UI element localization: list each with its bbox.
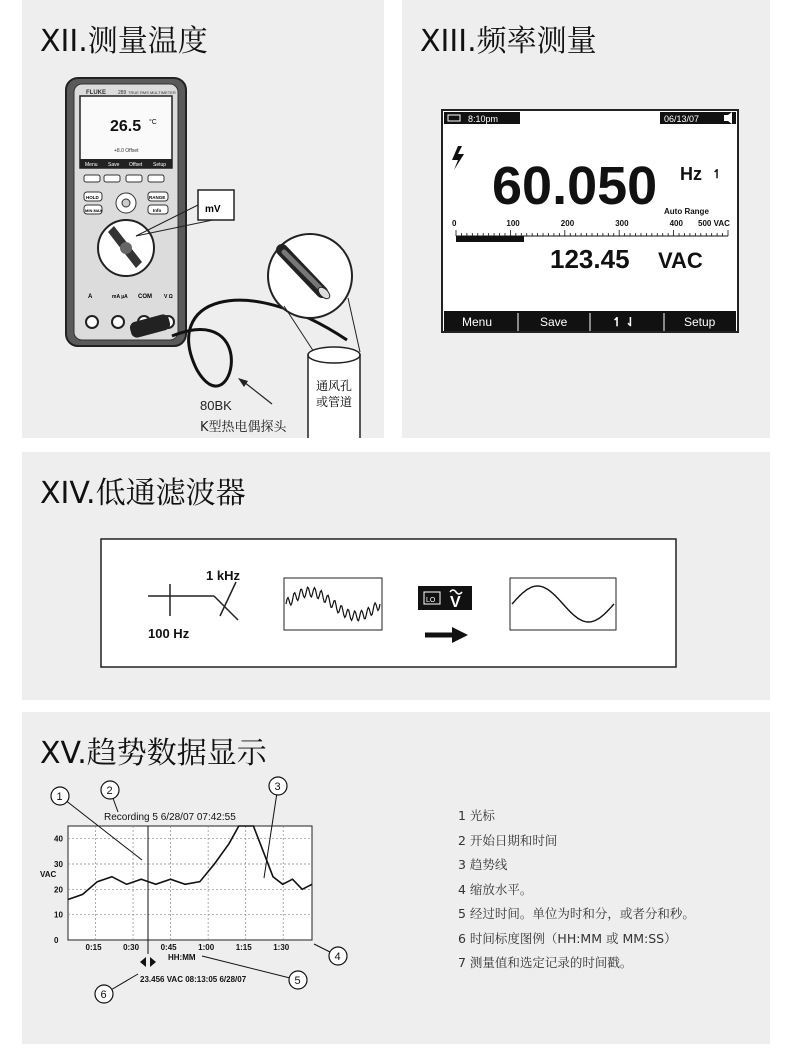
y-tick-label: 10 [54,910,63,920]
meter-softkey-4: Setup [153,162,167,168]
frequency-screen [402,0,770,438]
legend-item: 4 缩放水平。 [458,881,533,897]
mv-callout-label: mV [205,204,221,215]
terminal-v-label: V Ω [164,294,173,300]
trend-title: XV.趋势数据显示 [40,736,267,771]
legend-item: 1 光标 [458,808,495,823]
scale-label: 100 [506,219,520,228]
trigger-slope-icon: ↿ [712,167,723,181]
cursor-right-icon[interactable] [150,957,156,967]
terminal-a-label: A [88,294,93,300]
status-date: 06/13/07 [664,114,700,124]
y-tick-label: 0 [54,936,59,945]
sub-value: 123.45 [550,244,630,274]
meter-softkey-3: Offset [129,162,143,168]
x-tick-label: 1:30 [273,943,290,952]
passband-label: 100 Hz [148,626,190,641]
lowpass-diagram [22,452,770,700]
x-tick-label: 0:15 [85,943,102,952]
duct-label-line: 或管道 [316,395,353,409]
frequency-panel [402,0,770,438]
lowpass-panel [22,452,770,700]
y-tick-label: 20 [54,885,63,895]
svg-text:LO: LO [426,597,436,604]
temperature-illustration [22,0,384,438]
x-tick-label: 0:45 [160,943,177,952]
temperature-panel [22,0,384,438]
main-value: 60.050 [492,156,658,216]
y-axis [54,835,63,945]
callout-number: 2 [106,785,113,797]
callout-number: 3 [274,781,281,793]
meter-offset: +8.0 Offset [114,148,139,154]
scale-label: 500 VAC [698,219,730,228]
meter-unit: °C [149,119,157,126]
sub-unit: VAC [658,248,703,273]
x-axis-unit: HH:MM [168,953,196,962]
multimeter [66,78,186,346]
y-tick-label: 40 [54,834,63,844]
main-unit: Hz [680,164,702,184]
meter-reading: 26.5 [110,118,142,135]
softkey-setup[interactable]: Setup [684,315,716,329]
scale-label: 200 [560,219,575,228]
softkey-menu[interactable]: Menu [462,315,493,329]
scale-label: 0 [452,219,457,228]
y-tick-label: 30 [54,860,63,869]
range-button-label: RANGE [149,195,166,200]
meter-softkey-1: Menu [85,162,98,168]
scale-label: 300 [615,219,629,228]
duct-label-line: 通风孔 [316,379,353,393]
x-tick-label: 0:30 [123,943,140,952]
terminal-ma-label: mA µA [112,294,128,300]
cutoff-label: 1 kHz [206,568,240,583]
minmax-button-label: MIN MAX [85,208,103,213]
legend-item: 3 趋势线 [458,857,508,872]
meter-model: 289 [118,90,127,96]
x-axis [86,943,290,952]
callout-number: 6 [100,989,107,1001]
frequency-title: XIII.频率测量 [420,24,597,59]
meter-brand: FLUKE [86,90,106,96]
terminal-com-label: COM [138,294,152,300]
temperature-title: XII.测量温度 [40,24,208,59]
legend-item: 7 测量值和选定记录的时间戳。 [458,955,633,970]
x-tick-label: 1:15 [235,943,252,952]
softkey-save[interactable]: Save [540,315,568,329]
trend-chart [22,712,442,1044]
cursor-readout: 23.456 VAC 08:13:05 6/28/07 [140,975,247,984]
svg-text:V: V [450,594,461,611]
probe-model: 80BK [200,398,232,413]
lowpass-title: XIV.低通滤波器 [40,476,246,511]
info-button-label: Info [153,208,162,213]
softkey-slope[interactable]: ↿ ⇃ [612,315,636,329]
trend-legend [458,804,695,976]
y-axis-label: VAC [40,870,57,879]
meter-subtitle: TRUE RMS MULTIMETER [128,90,176,95]
callout-number: 5 [294,975,301,987]
chart-header: Recording 5 6/28/07 07:42:55 [104,812,236,823]
cursor-left-icon[interactable] [140,957,146,967]
legend-item: 6 时间标度图例（HH:MM 或 MM:SS） [458,930,677,946]
legend-item: 2 开始日期和时间 [458,832,558,848]
callout-number: 4 [334,951,341,963]
legend-item: 5 经过时间。单位为时和分，或者分和秒。 [458,906,695,921]
scale-label: 400 [669,219,683,228]
probe-desc: K型热电偶探头 [200,420,287,435]
trend-panel [22,712,770,1044]
bargraph-fill [456,236,524,242]
meter-softkey-2: Save [108,162,120,168]
auto-range: Auto Range [664,207,709,216]
callout-number: 1 [56,791,63,803]
hold-button-label: HOLD [86,195,99,200]
x-tick-label: 1:00 [198,943,215,952]
status-time: 8:10pm [468,114,499,124]
